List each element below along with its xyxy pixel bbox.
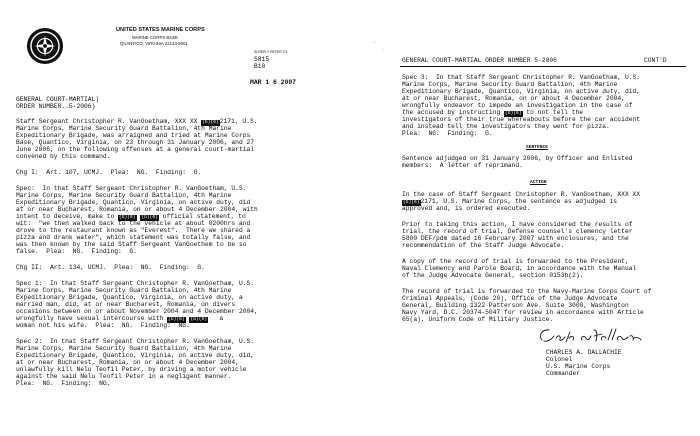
spec-line: Spec: In that Staff Sergeant Christopher R. VanGoetham, U.S. <box>16 185 247 192</box>
intro-line: Base, Quantico, Virginia, on 23 through 31 January 2006, and 27 <box>16 139 255 146</box>
charge-2-line: Chg II: Art. 134, UCMJ. Plea: NG. Finding: G. <box>16 264 205 271</box>
action-line: In the case of Staff Sergeant Christopher R. VanGoetham, XXX XX <box>402 191 641 198</box>
spec-line: Plea: NG. Finding: G. <box>402 130 493 137</box>
redaction-mark: (b)(6) <box>505 111 522 116</box>
reference-code: B10 <box>254 63 266 70</box>
continued-label: CONT'D <box>644 57 667 64</box>
spec-line: Expeditionary Brigade, Quantico, Virginia, on active duty, did, <box>16 352 255 359</box>
spec-line: Spec 2: In that Staff Sergeant Christopher R. VanGoetham, U.S. <box>16 338 255 345</box>
scan-speck: · · <box>372 40 376 45</box>
intro-line: Expeditionary Brigade, was arraigned and tried at Marine Corps <box>16 132 251 139</box>
action-heading: ACTION <box>530 180 547 185</box>
spec-line: unlawfully kill Nelu Teofil Peter, by driving a motor vehicle <box>16 366 247 373</box>
letterhead-org: UNITED STATES MARINE CORPS <box>116 27 205 33</box>
spec-line: Spec 1: In that Staff Sergeant Christopher R. VanGoetham, U.S. <box>16 280 255 287</box>
redaction-mark: (b)(6) <box>202 120 219 125</box>
spec-line: Spec 3: In that Staff Sergeant Christopher R. VanGoetham, U.S. <box>402 74 641 81</box>
marine-corps-seal-icon <box>26 27 64 65</box>
sentence-line: members: A letter of reprimand. <box>402 162 523 169</box>
spec-line: Expeditionary Brigade, Quantico, Virginia, on active duty, a <box>16 294 243 301</box>
record-line: Criminal Appeals, (Code 20), Office of the Judge Advocate <box>402 295 618 302</box>
spec-line: and instead tell the investigators they went for pizza. <box>402 123 610 130</box>
copy-line: of the Judge Advocate General, section 0153b(2). <box>402 272 584 279</box>
copy-line: A copy of the record of trial is forwarded to the President, <box>402 258 629 265</box>
redaction-mark: (b)(6) <box>141 215 158 220</box>
redaction-mark: (b)(6) <box>403 200 420 205</box>
record-line: 65(a), Uniform Code of Military Justice. <box>402 316 554 323</box>
handwritten-signature <box>536 326 644 346</box>
spec-line: Marine Corps, Marine Security Guard Battalion, 4th Marine <box>16 345 232 352</box>
spec-line: Plea: NG. Finding: NG. <box>16 380 111 387</box>
letterhead-address: QUANTICO, VIRGINIA 22134-5001 <box>120 41 188 46</box>
order-page-2 <box>350 0 700 436</box>
spec-line: wit: "we then walked back to the vehicle at about 0200hrs and <box>16 220 251 227</box>
record-line: Navy Yard, D.C. 20374-5047 for review in accordance with Article <box>402 309 644 316</box>
copy-line: Naval Clemency and Parole Board, in accordance with the Manual <box>402 265 637 272</box>
spec-line: the accused by instructing (b)(6) to not tell the <box>402 109 584 116</box>
intro-line: June 2006, on the following offenses at a general court-martial <box>16 146 255 153</box>
intro-line: Staff Sergeant Christopher R. VanGoetham, XXX XX (b)(6)2171, U.S. <box>16 118 258 125</box>
spec-line: investigators of their true whereabouts before the car accident <box>402 116 641 123</box>
signer-title: Commander <box>546 370 581 377</box>
spec-line: married man, did, at or near Bucharest, Romania, on divers <box>16 301 236 308</box>
signer-name: CHARLES A. DALLACHIE <box>546 349 622 356</box>
letterhead-base: MARINE CORPS BASE <box>132 35 178 40</box>
redaction-mark: (b)(6) <box>119 215 136 220</box>
header-rule <box>400 66 686 67</box>
spec-line: at or near Bucharest, Romania, on or about 4 December 2004, <box>16 359 239 366</box>
action-line: (b)(6)2171, U.S. Marine Corps, the sentence as adjudged is <box>403 198 618 205</box>
running-head: GENERAL COURT-MARTIAL ORDER NUMBER 5-2006 <box>402 57 557 64</box>
prior-line: trial, the record of trial, Defense counsel's clemency letter <box>402 228 633 235</box>
prior-line: Prior to taking this action, I have considered the results of <box>402 221 633 228</box>
signer-service: U.S. Marine Corps <box>546 363 611 370</box>
sentence-heading: SENTENCE <box>526 145 549 150</box>
spec-line: intent to deceive, make to (b)(6) (b)(6) official statement, to <box>16 213 246 220</box>
spec-line: occasions between on or about November 2004 and 4 December 2004, <box>16 308 258 315</box>
action-line: approved and, is ordered executed. <box>402 205 531 212</box>
charge-1-line: Chg I: Art. 107, UCMJ. Plea: NG. Finding: G. <box>16 169 202 176</box>
intro-line: convened by this command. <box>16 153 111 160</box>
order-title-line-1: GENERAL COURT-MARTIAL) <box>16 96 100 103</box>
spec-line: Marine Corps, Marine Security Guard Battalion, 4th Marine <box>16 287 232 294</box>
spec-line: Expeditionary Brigade, Quantico, Virginia, on active duty, did <box>16 199 251 206</box>
spec-line: Expeditionary Brigade, Quantico, Virginia, on active duty, did, <box>402 88 641 95</box>
reference-number: 5815 <box>254 56 270 63</box>
redaction-mark: (b)(6) <box>168 317 185 322</box>
reply-label: IN REPLY REFER TO: <box>254 50 289 54</box>
spec-line: wrongfully have sexual intercourse with (b)(6) (b)(6) a <box>16 315 224 322</box>
prior-line: recommendation of the Staff Judge Advocate. <box>402 242 565 249</box>
spec-line: wrongfully endeavor to impede an investigation in the case of <box>402 102 633 109</box>
signer-rank: Colonel <box>546 356 573 363</box>
order-title-line-2: ORDER NUMBER..5-2006) <box>16 103 96 110</box>
spec-line: against the said Nelu Teofil Peter in a negligent manner. <box>16 373 232 380</box>
record-line: General, Building 1322 Patterson Ave. Suite 3000, Washington <box>402 302 629 309</box>
spec-line: was then known by the said Staff Sergeant VanGoethem to be so <box>16 241 247 248</box>
spec-line: at or near Bucharest, Romania, on or about 4 December 2004, <box>402 95 625 102</box>
scan-speck: · <box>383 47 385 52</box>
spec-line: woman not his wife. Plea: NG. Finding: NG. <box>16 322 190 329</box>
spec-line: Marine Corps, Marine Security Guard Battalion, 4th Marine <box>402 81 618 88</box>
spec-line: Marine Corps, Marine Security Guard Battalion, 4th Marine <box>16 192 232 199</box>
sentence-line: Sentence adjudged on 31 January 2006, by Officer and Enlisted <box>402 155 633 162</box>
prior-line: 5800 DEF/pdm dated 16 February 2007 with enclosures, and the <box>402 235 629 242</box>
record-line: The record of trial is forwarded to the Navy-Marine Corps Court of <box>402 288 652 295</box>
spec-line: false. Plea: NG. Finding: G. <box>16 248 137 255</box>
order-date-stamp: MAR 1 6 2007 <box>250 79 297 86</box>
intro-line: Marine Corps, Marine Security Guard Battalion, 4th Marine <box>16 125 232 132</box>
spec-line: at or near Bucharest, Romania, on or about 4 December 2004, with <box>16 206 258 213</box>
spec-line: pizza and drank water", which statement was totally false, and <box>16 234 251 241</box>
spec-line: drove to the restaurant known as "Everest". There we shared a <box>16 227 251 234</box>
redaction-mark: (b)(6) <box>190 317 208 322</box>
